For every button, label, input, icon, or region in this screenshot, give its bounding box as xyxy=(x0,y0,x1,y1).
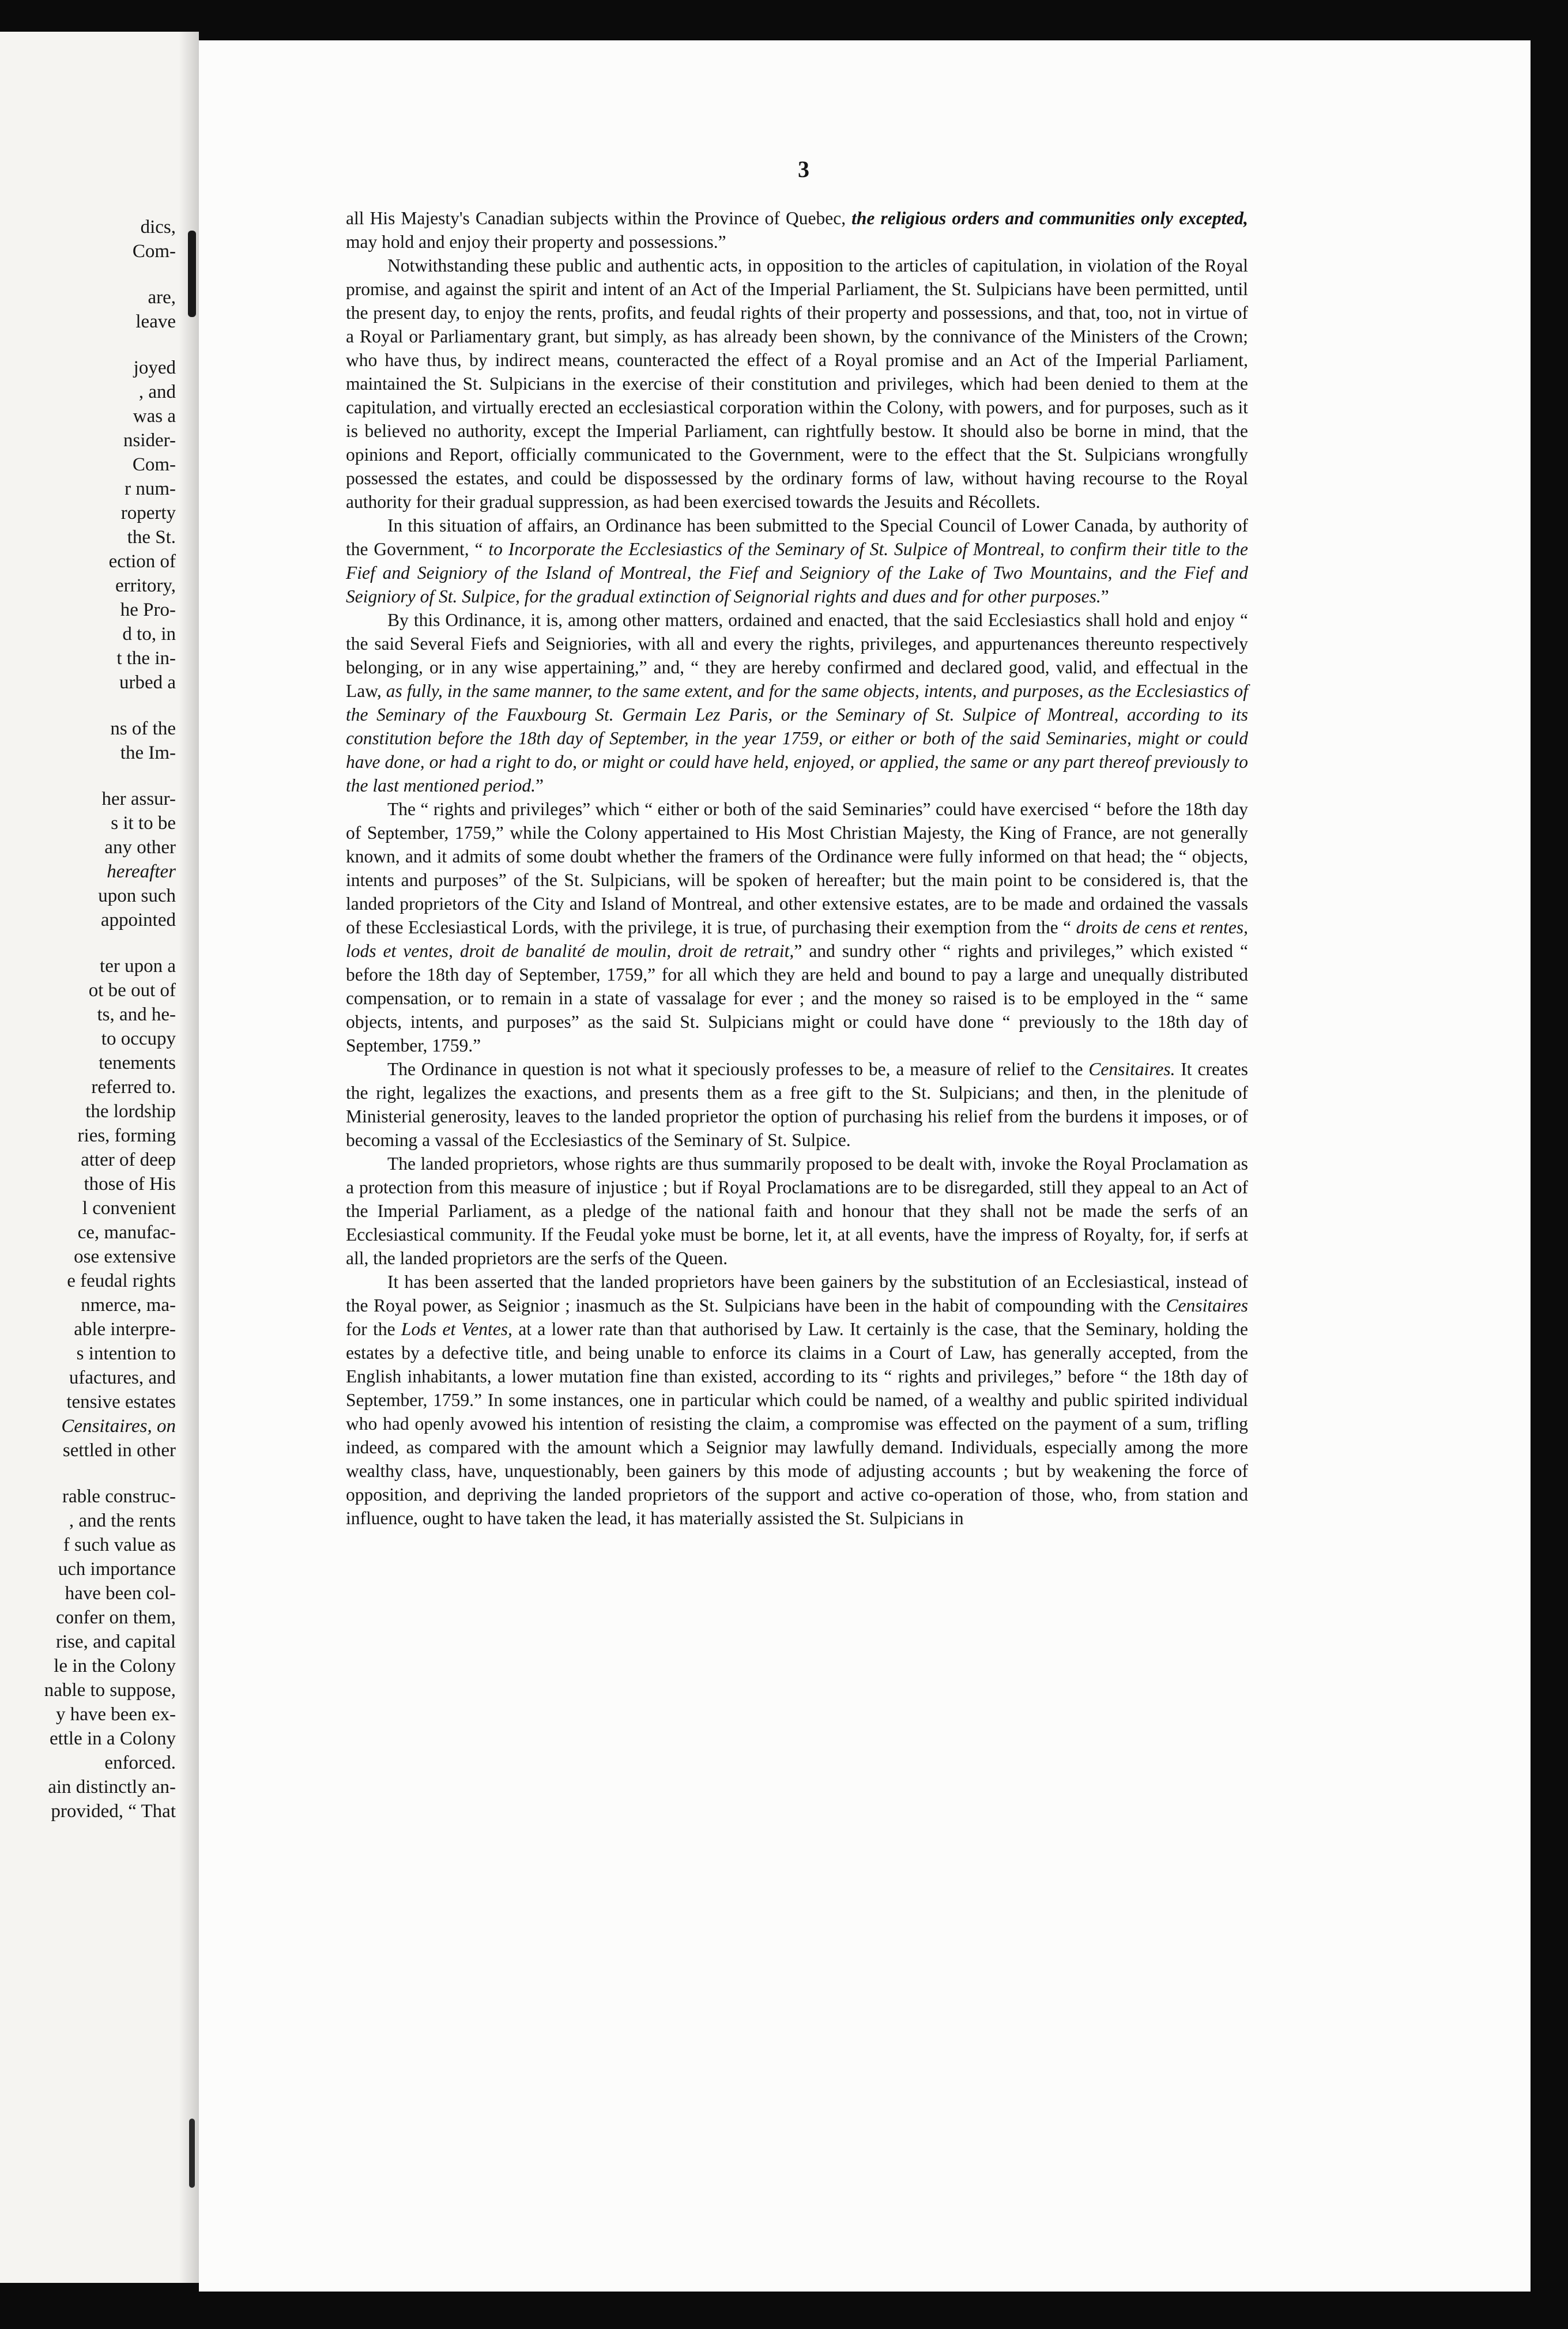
left-margin-line: provided, “ That xyxy=(51,1801,176,1822)
left-margin-line: any other xyxy=(104,837,176,858)
body-text xyxy=(346,206,1248,1530)
left-margin-line: hereafter xyxy=(107,861,176,882)
left-margin-line: confer on them, xyxy=(55,1607,176,1628)
left-margin-line: erritory, xyxy=(115,575,176,596)
text-run: ” and sundry other “ rights and privileges,” which existed “ before the 18th day of September, 1759,” for all which they are held and bound to pay a large and unequally distributed compensation, or to remain in a state of vassalage for ever ; and the money so raised is to be employed in the “ same objects, intents, and purposes” as the said St. Sulpicians might or could have done “ previously to the 18th day of September, 1759.” xyxy=(346,941,1248,1056)
left-margin-line: uch importance xyxy=(58,1559,176,1580)
left-margin-line: to occupy xyxy=(101,1028,176,1049)
left-margin-line: r num- xyxy=(125,478,176,499)
left-margin-line: y have been ex- xyxy=(56,1704,176,1725)
text-run: to Incorporate the Ecclesiastics of the Seminary of St. Sulpice of Montreal, to confirm their title to the Fief and Seigniory of the Island of Montreal, the Fief and Seigniory of the Lake of Two Mountains, and the Fief and Seigniory of St. Sulpice, for the gradual extinction of Seignorial rights and dues and for other purposes. xyxy=(346,539,1248,606)
left-margin-line: are, xyxy=(148,287,176,308)
left-margin-line: dics, xyxy=(140,217,176,238)
left-margin-line: ries, forming xyxy=(77,1125,176,1146)
left-margin-line: , and the rents xyxy=(69,1510,176,1531)
left-margin-line: upon such xyxy=(98,885,176,906)
left-margin-line: s intention to xyxy=(76,1343,176,1364)
left-margin-line: enforced. xyxy=(104,1753,176,1773)
paragraph xyxy=(346,514,1248,608)
text-run: It has been asserted that the landed proprietors have been gainers by the substitution of an Ecclesiastical, instead of the Royal power, as Seignior ; inasmuch as the St. Sulpicians have been in the habit of compounding with the xyxy=(346,1272,1248,1316)
text-run: for the xyxy=(346,1319,401,1339)
left-margin-line: have been col- xyxy=(65,1583,176,1604)
left-margin-line: atter of deep xyxy=(81,1150,176,1170)
left-margin-line: s it to be xyxy=(111,813,176,834)
left-margin-line: ns of the xyxy=(110,718,176,739)
paragraph xyxy=(346,254,1248,514)
left-margin-line: the St. xyxy=(127,527,176,548)
left-margin-line: ose extensive xyxy=(74,1246,176,1267)
text-run: The landed proprietors, whose rights are thus summarily proposed to be dealt with, invoke the Royal Proclamation as a protection from this measure of injustice ; but if Royal Proclamations are to be disregarded, still they appeal to an Act of the Imperial Parliament, as a pledge of the national faith and honour that they shall not be made the serfs of an Ecclesiastical community. If the Feudal yoke must be borne, let it, at all events, have the impress of Royalty, for, if serfs at all, the landed proprietors are the serfs of the Queen. xyxy=(346,1154,1248,1268)
left-page-fragment xyxy=(0,32,199,2283)
left-margin-line: nmerce, ma- xyxy=(81,1295,176,1316)
left-margin-line: able interpre- xyxy=(74,1319,176,1340)
left-margin-gap xyxy=(0,1463,176,1484)
left-margin-line: he Pro- xyxy=(120,600,176,620)
left-margin-line: t the in- xyxy=(116,648,176,669)
left-margin-line: Censitaires, on xyxy=(61,1416,176,1437)
left-margin-text xyxy=(0,215,176,1823)
left-margin-line: ce, manufac- xyxy=(77,1222,176,1243)
left-margin-line: the Im- xyxy=(120,743,176,763)
text-run: The “ rights and privileges” which “ either or both of the said Seminaries” could have exercised “ before the 18th day of September, 1759,” while the Colony appertained to His Most Christian Majesty, the King of France, are not generally known, and it admits of some doubt whether the framers of the Ordinance were fully informed on that head; the “ objects, intents and purposes” of the St. Sulpicians, will be spoken of hereafter; but the main point to be considered is, that the landed proprietors of the City and Island of Montreal, and other extensive estates, are to be made and ordained the vassals of these Ecclesiastical Lords, with the privilege, it is true, of purchasing their exemption from the “ xyxy=(346,799,1248,937)
text-run: Censitaires. xyxy=(1088,1059,1175,1079)
left-margin-line: ter upon a xyxy=(100,956,176,977)
left-margin-line: d to, in xyxy=(122,624,176,645)
text-run: droits de cens et rentes, lods et ventes, droit de banalité de moulin, droit de retrait, xyxy=(346,917,1248,961)
left-margin-line: tensive estates xyxy=(66,1392,176,1412)
text-run: The Ordinance in question is not what it speciously professes to be, a measure of relief to the xyxy=(387,1059,1089,1079)
paragraph xyxy=(346,1057,1248,1152)
left-margin-line: rable construc- xyxy=(62,1486,176,1507)
left-margin-line: the lordship xyxy=(85,1101,176,1122)
left-margin-line: joyed xyxy=(133,357,176,378)
left-margin-line: ot be out of xyxy=(88,980,176,1001)
text-run: may hold and enjoy their property and possessions.” xyxy=(346,232,726,252)
left-margin-gap xyxy=(0,765,176,787)
paragraph xyxy=(346,1270,1248,1530)
left-margin-line: e feudal rights xyxy=(67,1271,176,1291)
left-margin-line: rise, and capital xyxy=(56,1631,176,1652)
gutter-shadow xyxy=(179,32,199,2283)
left-margin-line: roperty xyxy=(120,503,176,523)
text-run: Lods et Ventes, xyxy=(401,1319,512,1339)
left-margin-line: was a xyxy=(133,406,176,427)
left-margin-line: nable to suppose, xyxy=(44,1680,176,1701)
left-margin-gap xyxy=(0,932,176,954)
left-margin-line: ection of xyxy=(108,551,176,572)
left-margin-line: those of His xyxy=(84,1174,176,1194)
text-run: ” xyxy=(1100,586,1109,606)
text-run: By this Ordinance, it is, among other matters, ordained and enacted, that the said Ecclesiastics shall hold and enjoy “ the said Several Fiefs and Seigniories, with all and every the rights, privileges, and appurtenances thereunto respectively belonging, or in any wise appertaining,” and, “ they are hereby confirmed and declared good, valid, and effectual in the Law, xyxy=(346,610,1248,701)
left-margin-gap xyxy=(0,334,176,356)
left-margin-gap xyxy=(0,263,176,285)
text-run: It creates the right, legalizes the exactions, and presents them as a free gift to the St. Sulpicians; and then, in the plenitude of Ministerial generosity, leaves to the landed proprietor the option of purchasing his relief from the burdens it imposes, or of becoming a vassal of the Ecclesiastics of the Seminary of St. Sulpice. xyxy=(346,1059,1248,1150)
left-margin-line: leave xyxy=(135,311,176,332)
left-margin-line: her assur- xyxy=(101,789,176,809)
left-margin-line: tenements xyxy=(99,1053,176,1073)
left-margin-line: , and xyxy=(138,382,176,402)
page-number: 3 xyxy=(798,156,809,182)
text-run: In this situation of affairs, an Ordinance has been submitted to the Special Council of Lower Canada, by authority of the Government, “ xyxy=(346,515,1248,559)
binding-mark-lower xyxy=(189,2119,195,2188)
paragraph xyxy=(346,206,1248,254)
left-margin-line: settled in other xyxy=(62,1440,176,1461)
left-margin-line: ufactures, and xyxy=(69,1367,176,1388)
text-run: all His Majesty's Canadian subjects within the Province of Quebec, xyxy=(346,208,852,228)
left-margin-line: urbed a xyxy=(119,672,176,693)
text-run: ” xyxy=(535,775,544,796)
left-margin-line: l convenient xyxy=(82,1198,176,1219)
left-margin-line: ts, and he- xyxy=(97,1004,176,1025)
left-margin-line: Com- xyxy=(132,454,176,475)
left-margin-line: appointed xyxy=(100,910,176,930)
left-margin-line: f such value as xyxy=(63,1535,176,1555)
left-margin-line: Com- xyxy=(132,241,176,262)
left-margin-line: ettle in a Colony xyxy=(49,1728,176,1749)
paragraph xyxy=(346,797,1248,1057)
text-run: the religious orders and communities only excepted, xyxy=(851,208,1248,228)
text-run: at a lower rate than that authorised by Law. It certainly is the case, that the Seminary, holding the estates by a defective title, and being unable to enforce its claims in a Court of Law, has generally accepted, from the English inhabitants, a lower mutation fine than existed, according to its “ rights and privileges,” before “ the 18th day of September, 1759.” In some instances, one in particular which could be named, of a wealthy and public spirited individual who had openly avowed his intention of resisting the claim, a compromise was effected on the payment of a sum, trifling indeed, as compared with the amount which a Seignior may lawfully demand. Individuals, especially among the more wealthy class, have, unquestionably, been gainers by this mode of adjusting accounts ; but by weakening the force of opposition, and depriving the landed proprietors of the support and active co-operation of those, who, from station and influence, ought to have taken the lead, it has materially assisted the St. Sulpicians in xyxy=(346,1319,1248,1528)
text-run: as fully, in the same manner, to the same extent, and for the same objects, intents, and purposes, as the Ecclesiastics of the Seminary of the Fauxbourg St. Germain Lez Paris, or the Seminary of St. Sulpice of Montreal, according to its constitution before the 18th day of September, in the year 1759, or either or both of the said Seminaries, might or could have done, or had a right to do, or might or could have held, enjoyed, or applied, the same or any part thereof previously to the last mentioned period. xyxy=(346,681,1248,796)
left-margin-line: le in the Colony xyxy=(54,1656,176,1676)
text-run: Notwithstanding these public and authentic acts, in opposition to the articles of capitulation, in violation of the Royal promise, and against the spirit and intent of an Act of the Imperial Parliament, the St. Sulpicians have been permitted, until the present day, to enjoy the rents, profits, and feudal rights of their property and possessions, and that, too, not in virtue of a Royal or Parliamentary grant, but simply, as has already been shown, by the connivance of the Ministers of the Crown; who have thus, by indirect means, counteracted the effect of a Royal promise and an Act of the Imperial Parliament, maintained the St. Sulpicians in the exercise of their constitution and privileges, which had been denied to them at the capitulation, and virtually erected an ecclesiastical corporation within the Colony, with powers, and for purposes, such as it is believed no authority, except the Imperial Parliament, can rightfully bestow. It should also be borne in mind, that the opinions and Report, officially communicated to the Government, were to the effect that the St. Sulpicians wrongfully possessed the estates, and could be dispossessed by the ordinary forms of law, without having recourse to the Royal authority for their gradual suppression, as had been exercised towards the Jesuits and Récollets. xyxy=(346,255,1248,512)
left-margin-line: referred to. xyxy=(91,1077,176,1098)
binding-mark xyxy=(188,231,196,317)
paragraph xyxy=(346,608,1248,797)
left-margin-line: ain distinctly an- xyxy=(48,1777,176,1797)
left-margin-line: nsider- xyxy=(123,430,176,451)
text-run: Censitaires xyxy=(1166,1295,1248,1316)
left-margin-gap xyxy=(0,695,176,717)
paragraph xyxy=(346,1152,1248,1270)
